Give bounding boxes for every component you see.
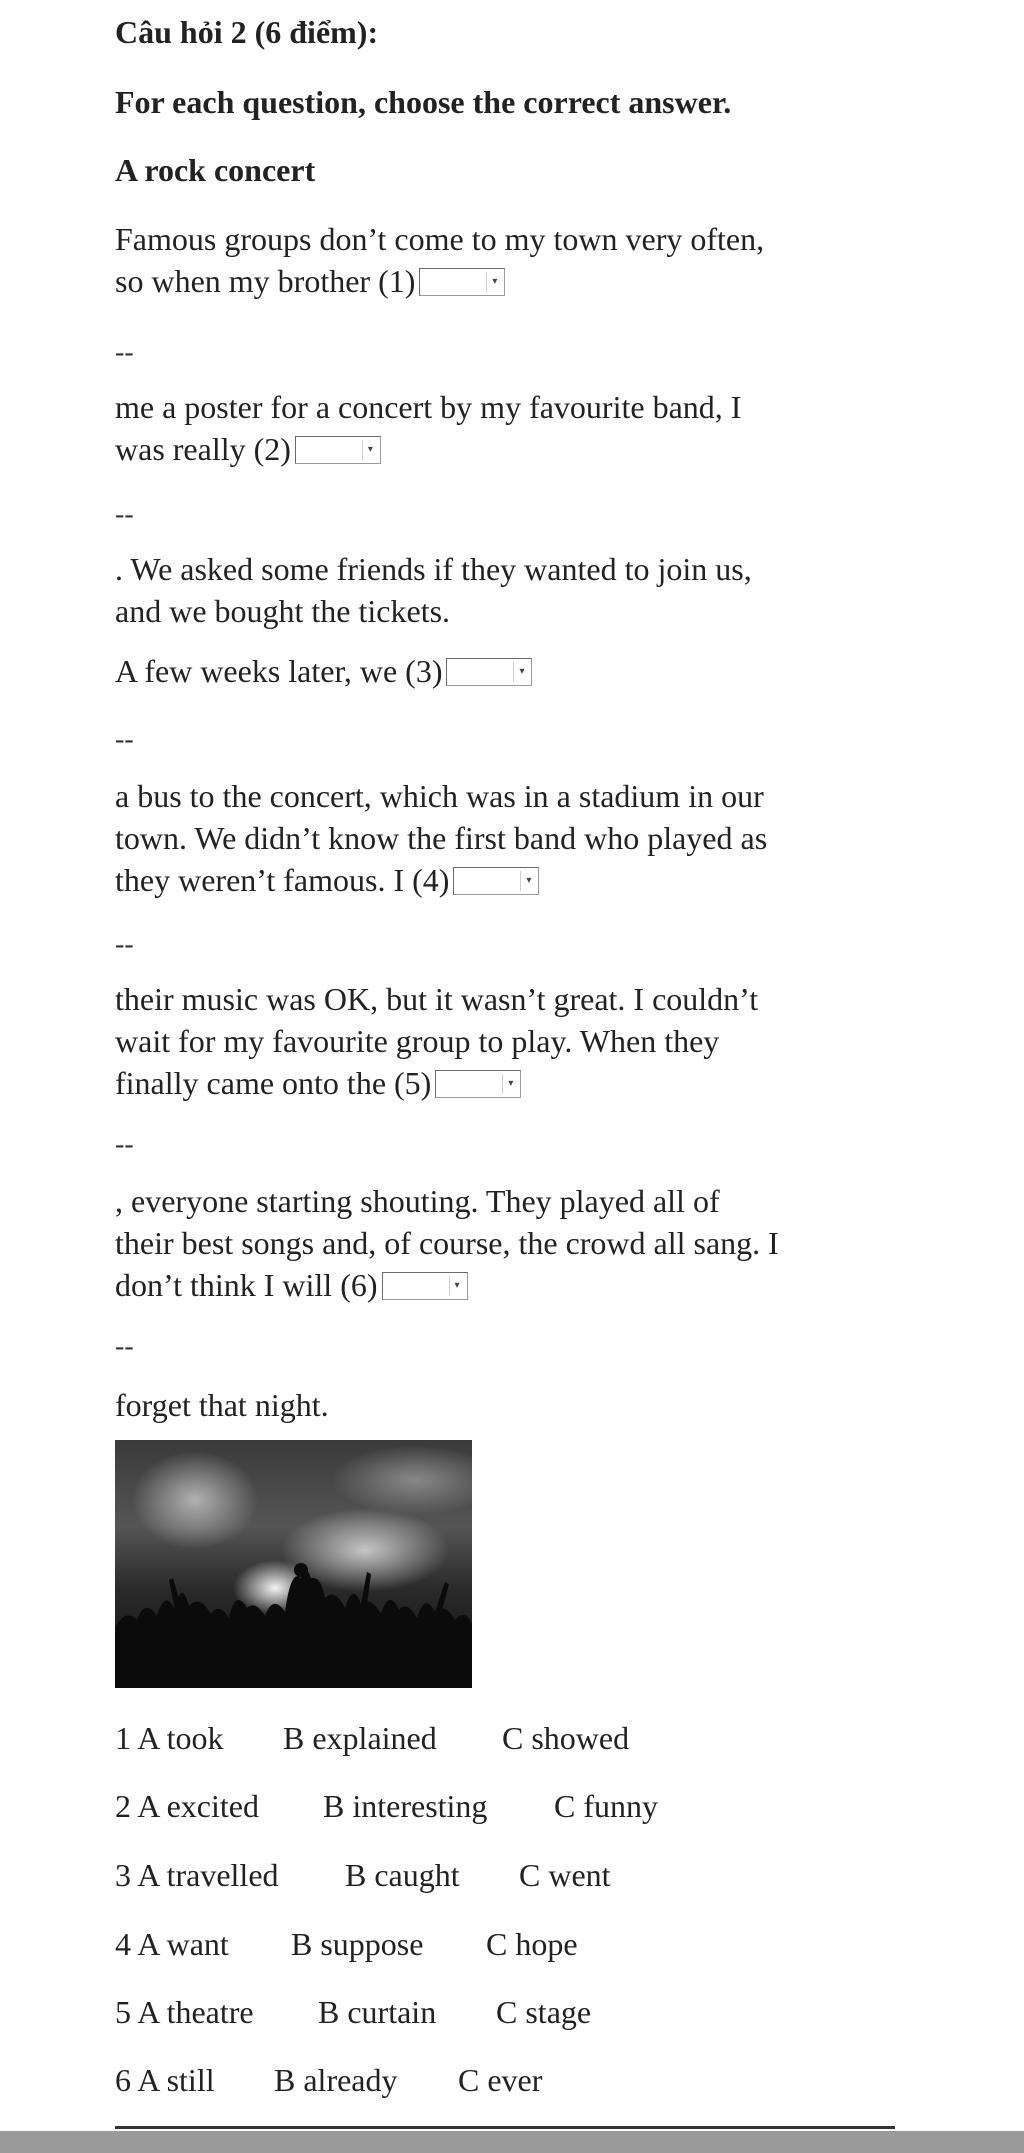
answer-dropdown-3[interactable] [446,658,532,686]
option-a-text: A want [137,1926,229,1962]
passage-text: Famous groups don’t come to my town very often, [115,221,765,257]
option-a [115,1924,291,1964]
option-row-6 [115,2060,542,2100]
passage-text: finally came onto the (5) [115,1065,432,1101]
answer-dropdown-6[interactable] [382,1272,468,1300]
chevron-down-icon: ▾ [449,1276,465,1296]
option-a [115,1786,323,1826]
option-a-text: A took [137,1720,224,1756]
option-b-text: B already [274,2062,398,2098]
option-b-text: B interesting [323,1788,488,1824]
passage-text: and we bought the tickets. [115,593,451,629]
answer-dropdown-5[interactable] [435,1070,521,1098]
chevron-down-icon: ▾ [502,1074,518,1094]
passage-line [115,260,895,302]
option-b-text: B curtain [318,1994,437,2030]
option-b [291,1924,486,1964]
option-b [318,1992,496,2032]
chevron-down-icon: ▾ [513,662,529,682]
passage-line [115,1264,895,1306]
passage-text: don’t think I will (6) [115,1267,378,1303]
option-number: 1 [115,1720,131,1756]
option-c [502,1718,629,1758]
separator-dash: -- [115,337,134,368]
option-b-text: B explained [283,1720,437,1756]
passage-text: town. We didn’t know the first band who played as [115,820,768,856]
option-c-text: C ever [458,2062,543,2098]
option-row-3 [115,1855,611,1895]
passage-text: , everyone starting shouting. They played all of [115,1183,720,1219]
option-c [554,1786,658,1826]
option-c-text: C went [519,1857,611,1893]
passage-line [115,548,895,590]
passage-line [115,386,895,428]
chevron-down-icon: ▾ [520,871,536,891]
passage-line [115,590,895,632]
option-number: 2 [115,1788,131,1824]
option-a [115,2060,274,2100]
option-c [458,2060,542,2100]
separator-dash: -- [115,724,134,755]
question-header: Câu hỏi 2 (6 điểm): [115,14,379,50]
option-b [323,1786,554,1826]
passage-line [115,428,895,470]
option-c-text: C showed [502,1720,630,1756]
option-b-text: B suppose [291,1926,424,1962]
option-a [115,1855,345,1895]
option-a [115,1718,283,1758]
passage-text: so when my brother (1) [115,263,416,299]
passage-line [115,978,895,1020]
passage-text: forget that night. [115,1387,329,1423]
option-number: 5 [115,1994,131,2030]
separator-dash: -- [115,929,134,960]
answer-dropdown-2[interactable] [295,436,381,464]
instruction-text: For each question, choose the correct answer. [115,84,732,120]
option-number: 4 [115,1926,131,1962]
option-c-text: C stage [496,1994,592,2030]
passage-text: their best songs and, of course, the crowd all sang. I [115,1225,779,1261]
chevron-down-icon: ▾ [362,440,378,460]
option-number: 6 [115,2062,131,2098]
answer-dropdown-1[interactable] [419,268,505,296]
option-row-1 [115,1718,629,1758]
passage-text: they weren’t famous. I (4) [115,862,450,898]
option-b [345,1855,519,1895]
passage-line [115,1020,895,1062]
passage-line [115,1180,895,1222]
passage-line [115,1062,895,1104]
crowd-silhouette [115,1558,472,1688]
passage-text: A few weeks later, we (3) [115,653,443,689]
passage-text: their music was OK, but it wasn’t great. I couldn’t [115,981,759,1017]
option-c [496,1992,591,2032]
option-a [115,1992,318,2032]
option-b [274,2060,458,2100]
option-c [486,1924,578,1964]
option-number: 3 [115,1857,131,1893]
chevron-down-icon: ▾ [486,272,502,292]
option-c [519,1855,611,1895]
option-b [283,1718,502,1758]
concert-photo [115,1440,472,1688]
option-c-text: C funny [554,1788,658,1824]
option-row-4 [115,1924,578,1964]
passage-line [115,859,895,901]
passage-line [115,650,895,692]
separator-dash: -- [115,1331,134,1362]
separator-dash: -- [115,1129,134,1160]
option-a-text: A excited [137,1788,259,1824]
option-row-2 [115,1786,658,1826]
option-a-text: A still [137,2062,215,2098]
bottom-scroll-bar[interactable] [0,2131,1024,2153]
passage-line [115,1384,895,1426]
passage-text: me a poster for a concert by my favourite band, I [115,389,742,425]
divider-line [115,2126,895,2129]
option-c-text: C hope [486,1926,578,1962]
option-b-text: B caught [345,1857,460,1893]
passage-text: a bus to the concert, which was in a stadium in our [115,778,764,814]
passage-line [115,1222,895,1264]
answer-dropdown-4[interactable] [453,867,539,895]
option-row-5 [115,1992,591,2032]
passage-line [115,218,895,260]
passage-text: . We asked some friends if they wanted to join us, [115,551,752,587]
option-a-text: A theatre [137,1994,254,2030]
option-a-text: A travelled [137,1857,279,1893]
passage-line [115,817,895,859]
passage-title: A rock concert [115,152,316,188]
passage-text: wait for my favourite group to play. When they [115,1023,720,1059]
separator-dash: -- [115,499,134,530]
passage-line [115,775,895,817]
passage-text: was really (2) [115,431,291,467]
